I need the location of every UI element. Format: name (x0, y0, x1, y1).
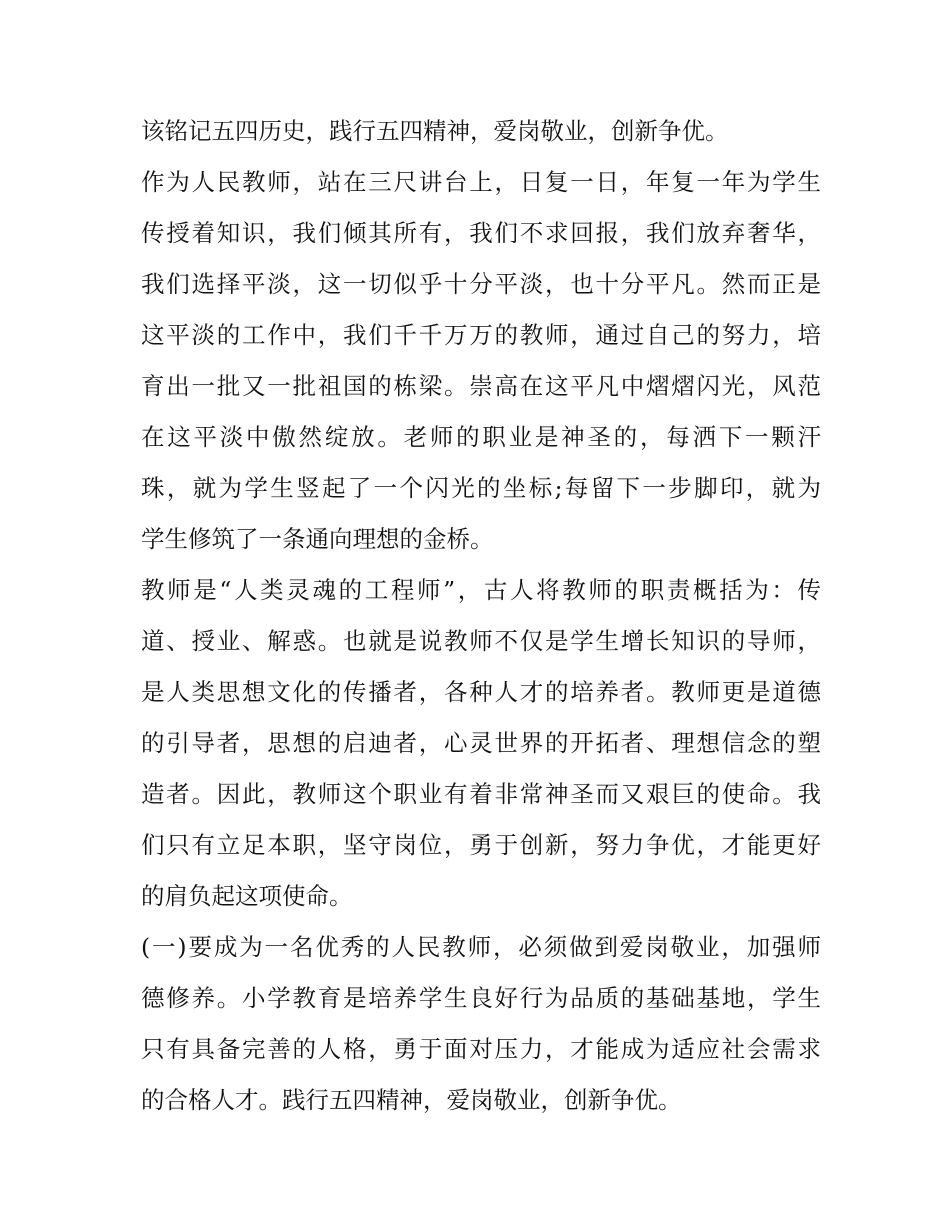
paragraph (141, 922, 821, 1126)
text-line: 这平淡的工作中，我们千千万万的教师，通过自己的努力，培 (141, 321, 821, 349)
text-line: 育出一批又一批祖国的栋梁。崇高在这平凡中熠熠闪光，风范 (141, 372, 821, 400)
text-line: 在这平淡中傲然绽放。老师的职业是神圣的，每洒下一颗汗 (141, 423, 821, 451)
document-body (141, 106, 821, 1126)
text-line: 珠，就为学生竖起了一个闪光的坐标;每留下一步脚印，就为 (141, 474, 821, 502)
text-line: 的合格人才。践行五四精神，爱岗敬业，创新争优。 (141, 1086, 682, 1114)
text-line: (一)要成为一名优秀的人民教师，必须做到爱岗敬业，加强师 (141, 933, 821, 961)
text-line: 道、授业、解惑。也就是说教师不仅是学生增长知识的导师， (141, 627, 821, 655)
text-line: 们只有立足本职，坚守岗位，勇于创新，努力争优，才能更好 (141, 831, 821, 859)
text-line: 作为人民教师，站在三尺讲台上，日复一日，年复一年为学生 (141, 168, 821, 196)
text-line: 德修养。小学教育是培养学生良好行为品质的基础基地，学生 (141, 984, 821, 1012)
text-line: 该铭记五四历史，践行五四精神，爱岗敬业，创新争优。 (141, 117, 729, 145)
text-line: 是人类思想文化的传播者，各种人才的培养者。教师更是道德 (141, 678, 821, 706)
text-line: 的引导者，思想的启迪者，心灵世界的开拓者、理想信念的塑 (141, 729, 821, 757)
text-line: 教师是“人类灵魂的工程师”，古人将教师的职责概括为：传 (141, 576, 821, 604)
text-line: 传授着知识，我们倾其所有，我们不求回报，我们放弃奢华， (141, 219, 821, 247)
text-line: 我们选择平淡，这一切似乎十分平淡，也十分平凡。然而正是 (141, 270, 821, 298)
paragraph (141, 106, 821, 157)
paragraph (141, 157, 821, 565)
text-line: 的肩负起这项使命。 (141, 882, 353, 910)
text-line: 只有具备完善的人格，勇于面对压力，才能成为适应社会需求 (141, 1035, 821, 1063)
text-line: 造者。因此，教师这个职业有着非常神圣而又艰巨的使命。我 (141, 780, 821, 808)
text-line: 学生修筑了一条通向理想的金桥。 (141, 525, 494, 553)
paragraph (141, 565, 821, 922)
